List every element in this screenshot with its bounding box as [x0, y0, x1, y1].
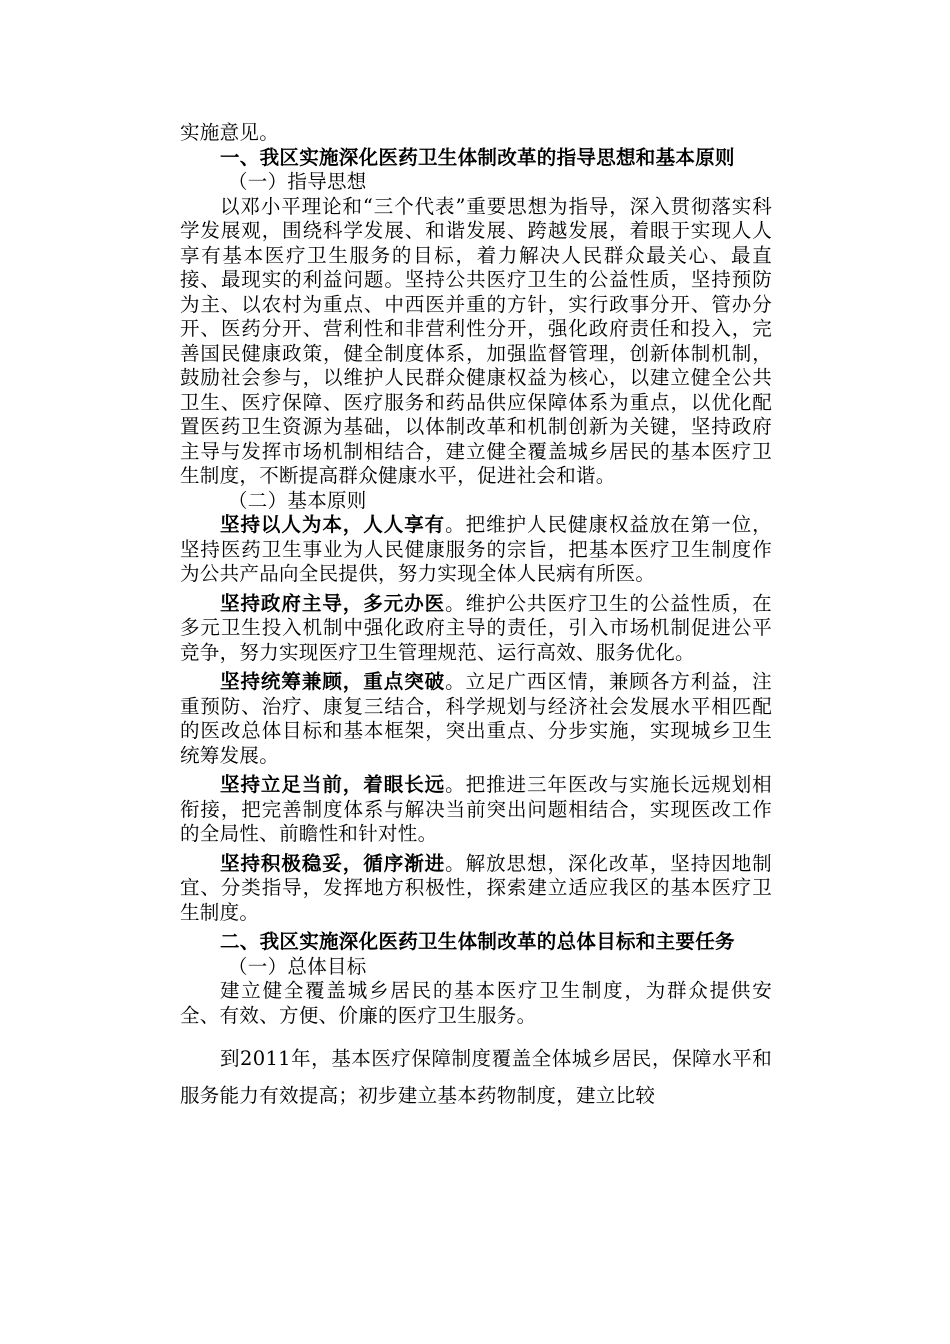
principle-paragraph	[180, 670, 772, 768]
principle-lead: 坚持积极稳妥，循序渐进	[220, 851, 446, 875]
paragraph-overall-goal: 建立健全覆盖城乡居民的基本医疗卫生制度，为群众提供安全、有效、方便、价廉的医疗卫生服务。	[180, 979, 772, 1027]
paragraph-2011-goal: 到2011年，基本医疗保障制度覆盖全体城乡居民，保障水平和服务能力有效提高；初步建立基本药物制度，建立比较	[180, 1047, 772, 1107]
principle-lead: 坚持政府主导，多元办医	[220, 591, 446, 615]
paragraph-guiding-ideology: 以邓小平理论和“三个代表”重要思想为指导，深入贯彻落实科学发展观，围绕科学发展、和谐发展、跨越发展，着眼于实现人人享有基本医疗卫生服务的目标，着力解决人民群众最关心、最直接、最现实的利益问题。坚持公共医疗卫生的公益性质，坚持预防为主、以农村为重点、中西医并重的方针，实行政事分开、管办分开、医药分开、营利性和非营利性分开，强化政府责任和投入，完善国民健康政策，健全制度体系，加强监督管理，创新体制机制，鼓励社会参与，以维护人民群众健康权益为核心，以建立健全公共卫生、医疗保障、医疗服务和药品供应保障体系为重点，以优化配置医药卫生资源为基础，以体制改革和机制创新为关键，坚持政府主导与发挥市场机制相结合，建立健全覆盖城乡居民的基本医疗卫生制度，不断提高群众健康水平，促进社会和谐。	[180, 194, 772, 487]
principle-paragraph	[180, 592, 772, 666]
principle-paragraph	[180, 773, 772, 847]
principle-paragraph	[180, 513, 772, 587]
principle-body: 。立足广西区情，兼顾各方利益，注重预防、治疗、康复三结合，科学规划与经济社会发展水平相匹配的医改总体目标和基本框架，突出重点、分步实施，实现城乡卫生统筹发展。	[180, 670, 772, 767]
principle-paragraph	[180, 852, 772, 926]
subheading-basic-principles: （二）基本原则	[228, 488, 367, 512]
section-heading-2: 二、我区实施深化医药卫生体制改革的总体目标和主要任务	[220, 930, 735, 953]
intro-tail: 实施意见。	[180, 121, 280, 144]
principle-lead: 坚持统筹兼顾，重点突破	[220, 670, 446, 693]
document-body	[180, 121, 772, 1114]
section-heading-1: 一、我区实施深化医药卫生体制改革的指导思想和基本原则	[220, 145, 735, 169]
principle-body: 。解放思想，深化改革，坚持因地制宜、分类指导，发挥地方积极性，探索建立适应我区的基本医疗卫生制度。	[180, 851, 772, 924]
principle-lead: 坚持立足当前，着眼长远	[220, 773, 446, 796]
principle-body: 。把维护人民健康权益放在第一位，坚持医药卫生事业为人民健康服务的宗旨，把基本医疗卫生制度作为公共产品向全民提供，努力实现全体人民病有所医。	[180, 513, 772, 585]
subheading-guiding-ideology: （一）指导思想	[228, 170, 367, 193]
principle-lead: 坚持以人为本，人人享有	[220, 513, 446, 536]
subheading-overall-goal: （一）总体目标	[228, 954, 367, 978]
principle-body: 。维护公共医疗卫生的公益性质，在多元卫生投入机制中强化政府主导的责任，引入市场机制促进公平竞争，努力实现医疗卫生管理规范、运行高效、服务优化。	[180, 591, 772, 664]
principle-body: 。把推进三年医改与实施长远规划相衔接，把完善制度体系与解决当前突出问题相结合，实现医改工作的全局性、前瞻性和针对性。	[180, 773, 772, 845]
